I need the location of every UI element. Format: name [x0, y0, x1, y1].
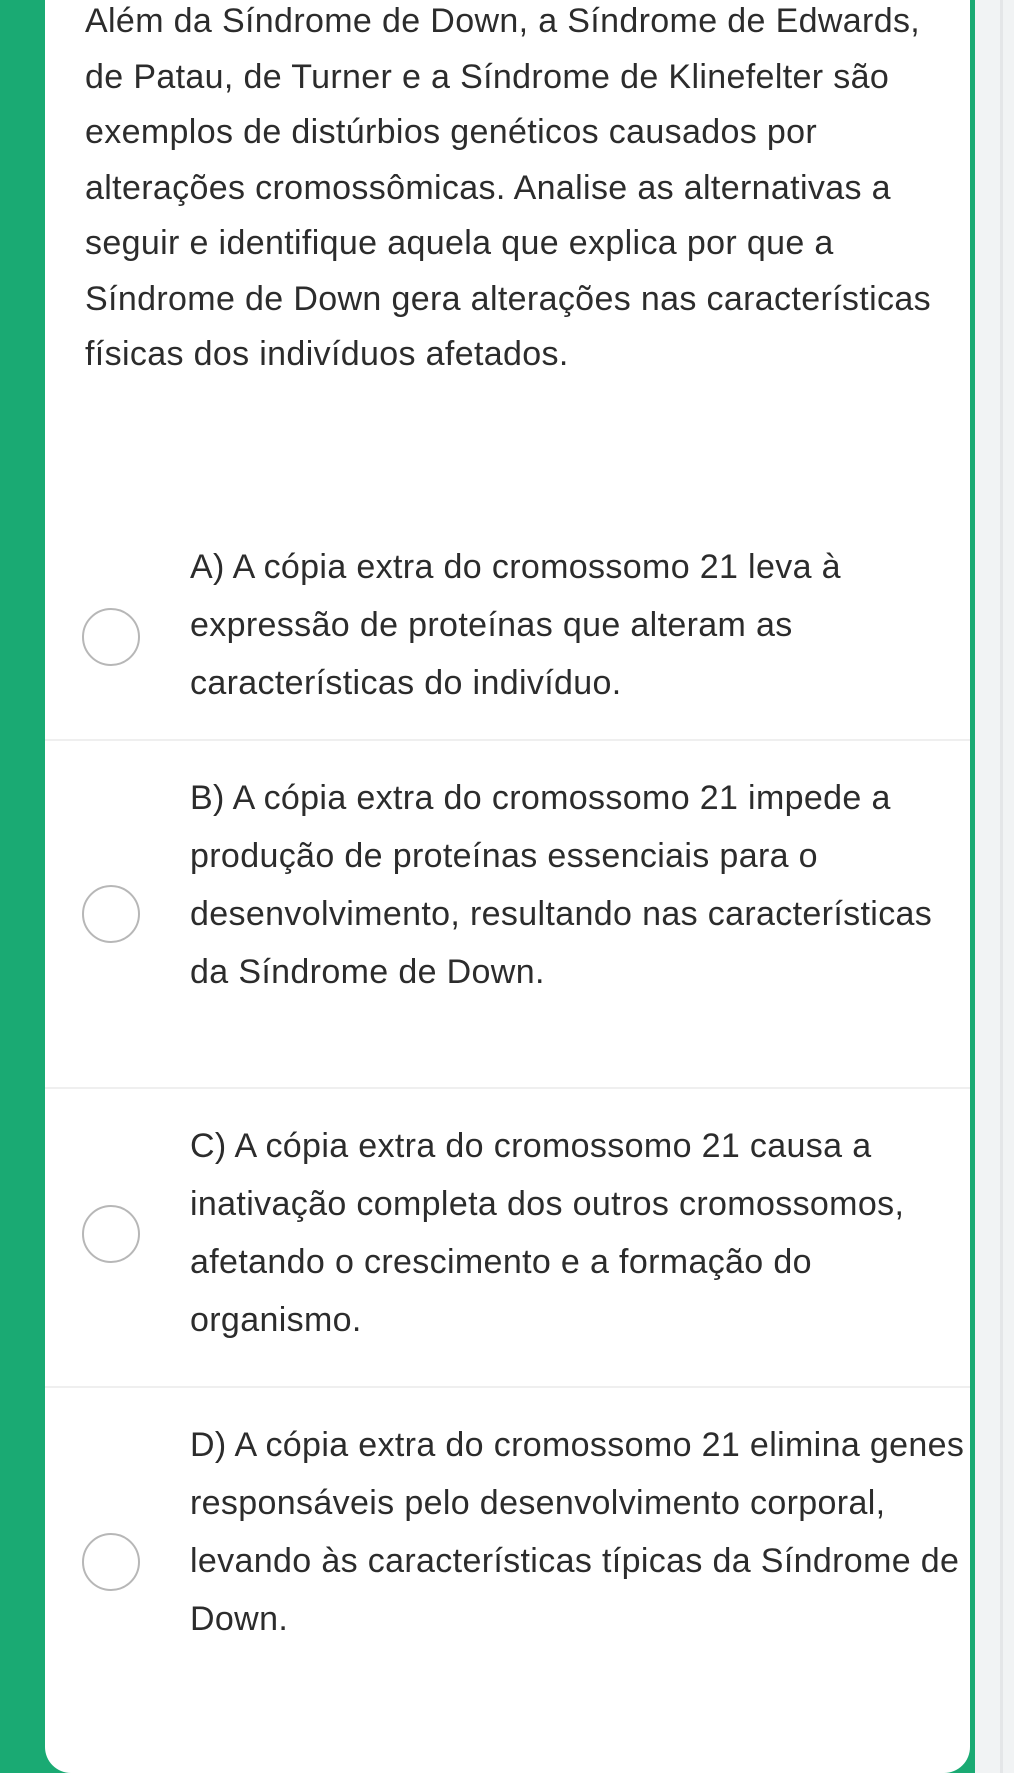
- option-a-radio[interactable]: [82, 608, 140, 666]
- option-b-radio[interactable]: [82, 885, 140, 943]
- option-d[interactable]: [45, 1388, 970, 1743]
- right-edge-panel: [975, 0, 1014, 1773]
- option-b[interactable]: [45, 741, 970, 1087]
- option-d-text: D) A cópia extra do cromossomo 21 elimina genes responsáveis pelo desenvolvimento corporal, levando às características típicas da Síndrome de Down.: [190, 1426, 965, 1638]
- question-text: Além da Síndrome de Down, a Síndrome de Edwards, de Patau, de Turner e a Síndrome de Klinefelter são exemplos de distúrbios genéticos causados por alterações cromossômicas. Analise as alternativas a seguir e identifique aquela que explica por que a Síndrome de Down gera alterações nas características físicas dos indivíduos afetados.: [85, 2, 931, 373]
- option-c-text: C) A cópia extra do cromossomo 21 causa a inativação completa dos outros cromossomos, afetando o crescimento e a formação do organismo.: [190, 1127, 905, 1339]
- option-c[interactable]: [45, 1089, 970, 1386]
- option-b-text: B) A cópia extra do cromossomo 21 impede a produção de proteínas essenciais para o desenvolvimento, resultando nas características da Síndrome de Down.: [190, 779, 933, 991]
- option-a[interactable]: [45, 519, 970, 739]
- question-card: [45, 0, 970, 1773]
- option-a-text: A) A cópia extra do cromossomo 21 leva à expressão de proteínas que alteram as características do indivíduo.: [190, 548, 841, 702]
- right-edge-line: [1000, 0, 1003, 1773]
- option-c-radio[interactable]: [82, 1205, 140, 1263]
- option-d-radio[interactable]: [82, 1533, 140, 1591]
